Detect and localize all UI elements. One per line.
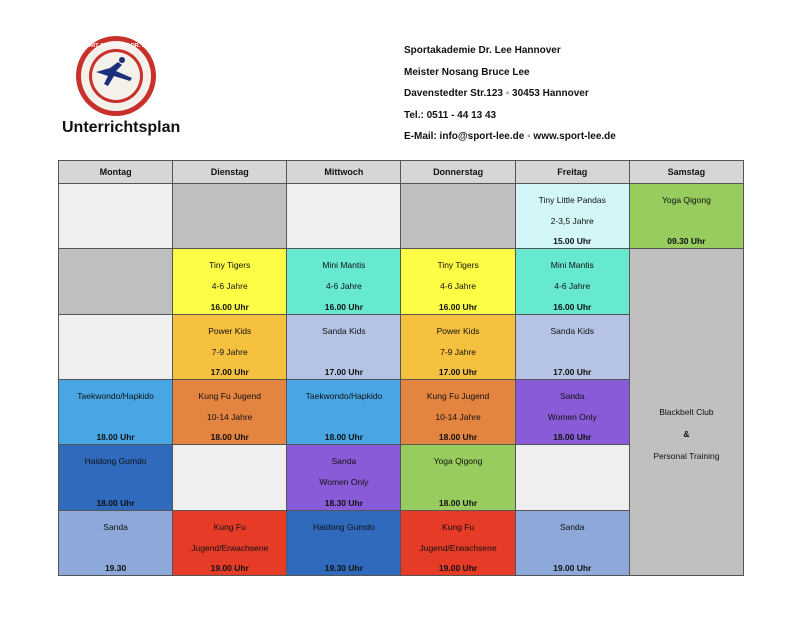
block-line-2: & xyxy=(683,429,690,440)
schedule-cell xyxy=(287,315,400,379)
class-name: Yoga Qigong xyxy=(661,195,711,205)
phone: Tel.: 0511 - 44 13 43 xyxy=(404,109,497,121)
email-web: E-Mail: info@sport-lee.de ◦ www.sport-lee.de xyxy=(404,131,616,143)
schedule-cell xyxy=(173,315,286,379)
saturday-training-block xyxy=(630,249,743,575)
schedule-cell xyxy=(59,184,172,248)
class-name: Sanda xyxy=(103,521,128,532)
class-time: 09.30 Uhr xyxy=(667,236,706,247)
schedule-cell xyxy=(173,511,286,575)
schedule-cell xyxy=(516,315,629,379)
class-detail: Jugend/Erwachsene xyxy=(191,542,269,553)
class-time: 19.00 Uhr xyxy=(210,563,249,573)
class-name: Sanda xyxy=(559,521,585,532)
schedule-cell xyxy=(630,184,743,248)
schedule-cell xyxy=(516,184,629,248)
schedule-cell xyxy=(173,380,286,444)
schedule-cell xyxy=(59,445,172,509)
page-title: Unterrichtsplan xyxy=(62,119,181,136)
class-time: 18.00 Uhr xyxy=(96,432,135,443)
class-name: Tiny Tigers xyxy=(209,260,251,271)
master-name: Meister Nosang Bruce Lee xyxy=(404,66,530,78)
day-header-samstag: Samstag xyxy=(630,161,743,183)
academy-name: Sportakademie Dr. Lee Hannover xyxy=(404,45,561,56)
schedule-cell xyxy=(173,445,286,509)
class-time: 18.30 Uhr xyxy=(324,497,364,508)
class-detail: 4-6 Jahre xyxy=(554,281,591,292)
day-header-donnerstag: Donnerstag xyxy=(401,161,514,183)
svg-text:SPORT AKADEMIE DR. LEE: SPORT AKADEMIE DR. LEE xyxy=(79,43,153,49)
address: Davenstedter Str.123 ◦ 30453 Hannover xyxy=(404,88,589,100)
class-name: Yoga Qigong xyxy=(433,456,483,467)
schedule-cell xyxy=(287,511,400,575)
class-name: Sanda xyxy=(331,456,357,467)
class-name: Tiny Little Pandas xyxy=(538,195,606,205)
class-time: 16.00 Uhr xyxy=(210,301,249,312)
class-time: 18.00 Uhr xyxy=(553,432,592,443)
schedule-cell xyxy=(59,380,172,444)
class-time: 17.00 Uhr xyxy=(438,367,478,377)
class-time: 17.00 Uhr xyxy=(324,367,364,377)
class-time: 16.00 Uhr xyxy=(438,301,478,312)
class-time: 19.30 Uhr xyxy=(324,563,364,573)
schedule-table xyxy=(58,160,744,576)
schedule-cell xyxy=(516,380,629,444)
class-detail: 10-14 Jahre xyxy=(207,412,253,422)
class-name: Mini Mantis xyxy=(550,260,594,271)
class-time: 18.00 Uhr xyxy=(438,497,478,508)
class-name: Kung Fu xyxy=(442,521,475,532)
class-detail: 4-6 Jahre xyxy=(325,281,362,292)
class-time: 19.30 xyxy=(104,563,127,573)
class-name: Sanda xyxy=(559,391,585,401)
schedule-cell xyxy=(401,511,514,575)
class-detail: Jugend/Erwachsene xyxy=(419,542,497,553)
class-detail: 4-6 Jahre xyxy=(440,281,477,292)
class-name: Kung Fu Jugend xyxy=(426,391,490,401)
day-header-dienstag: Dienstag xyxy=(173,161,286,183)
class-name: Kung Fu Jugend xyxy=(198,391,261,401)
class-name: Power Kids xyxy=(436,325,480,336)
schedule-cell xyxy=(516,511,629,575)
class-name: Sanda Kids xyxy=(550,325,594,336)
class-time: 15.00 Uhr xyxy=(553,236,592,247)
schedule-cell xyxy=(59,249,172,313)
class-time: 19.00 Uhr xyxy=(553,563,592,573)
academy-logo xyxy=(74,34,158,118)
day-header-montag: Montag xyxy=(59,161,172,183)
schedule-cell xyxy=(287,249,400,313)
class-time: 18.00 Uhr xyxy=(210,432,249,443)
class-detail: 4-6 Jahre xyxy=(211,281,248,292)
schedule-cell xyxy=(401,249,514,313)
class-name: Taekwondo/Hapkido xyxy=(77,391,154,401)
class-time: 19.00 Uhr xyxy=(438,563,478,573)
class-name: Tiny Tigers xyxy=(437,260,479,271)
class-time: 18.00 Uhr xyxy=(96,497,135,508)
class-name: Taekwondo/Hapkido xyxy=(305,391,383,401)
class-name: Kung Fu xyxy=(213,521,246,532)
class-name: Power Kids xyxy=(208,325,252,336)
schedule-cell xyxy=(516,445,629,509)
schedule-cell xyxy=(173,184,286,248)
class-time: 18.00 Uhr xyxy=(438,432,478,443)
schedule-cell xyxy=(59,315,172,379)
block-line-3: Personal Training xyxy=(653,451,720,462)
class-name: Haidong Gumdo xyxy=(312,521,375,532)
schedule-cell xyxy=(401,315,514,379)
day-header-mittwoch: Mittwoch xyxy=(287,161,400,183)
schedule-cell xyxy=(287,184,400,248)
class-detail: 7-9 Jahre xyxy=(211,346,248,357)
schedule-cell xyxy=(401,184,514,248)
class-time: 16.00 Uhr xyxy=(553,301,592,312)
class-name: Mini Mantis xyxy=(322,260,366,271)
class-time: 16.00 Uhr xyxy=(324,301,364,312)
schedule-cell xyxy=(287,445,400,509)
class-time: 17.00 Uhr xyxy=(210,367,249,377)
schedule-cell xyxy=(173,249,286,313)
class-time: 17.00 Uhr xyxy=(553,367,592,377)
class-detail: Women Only xyxy=(547,412,597,422)
class-name: Sanda Kids xyxy=(322,325,366,336)
day-header-freitag: Freitag xyxy=(516,161,629,183)
class-detail: 7-9 Jahre xyxy=(440,346,477,357)
schedule-cell xyxy=(401,445,514,509)
class-time: 18.00 Uhr xyxy=(324,432,364,443)
class-name: Haidong Gumdo xyxy=(84,456,147,467)
class-detail: 10-14 Jahre xyxy=(435,412,481,422)
contact-info xyxy=(404,40,616,148)
class-detail: 2-3,5 Jahre xyxy=(550,216,594,226)
schedule-cell xyxy=(287,380,400,444)
block-line-1: Blackbelt Club xyxy=(659,407,714,418)
class-detail: Women Only xyxy=(319,477,369,488)
schedule-cell xyxy=(59,511,172,575)
schedule-cell xyxy=(516,249,629,313)
schedule-cell xyxy=(401,380,514,444)
